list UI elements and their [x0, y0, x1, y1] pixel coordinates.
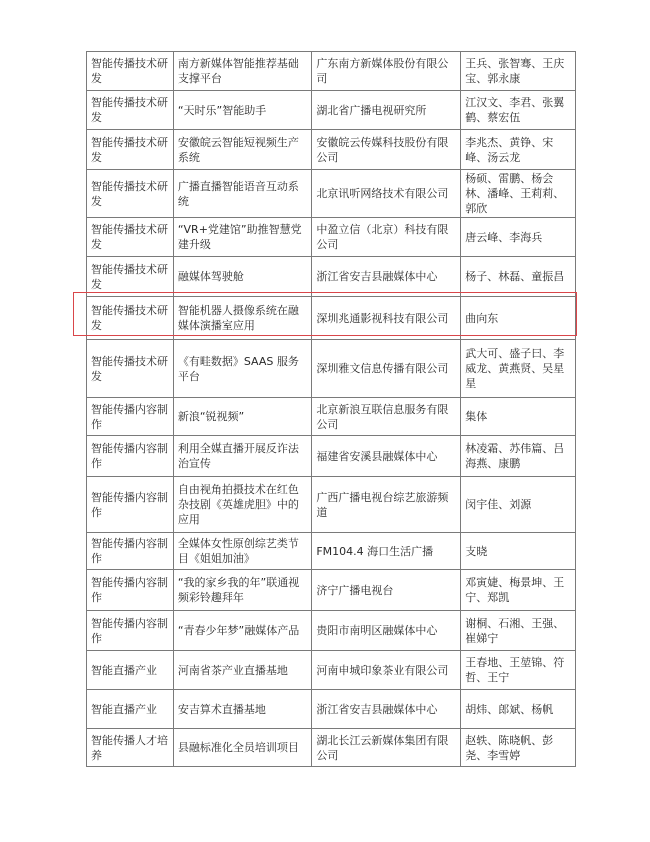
- category-cell: 智能传播技术研发: [87, 218, 174, 257]
- unit-cell: 北京讯听网络技术有限公司: [312, 170, 461, 218]
- people-cell: 支晓: [461, 533, 576, 570]
- category-cell: 智能直播产业: [87, 651, 174, 690]
- project-cell: 利用全媒直播开展反诈法治宣传: [173, 436, 312, 477]
- people-cell: 杨子、林磊、童振昌: [461, 257, 576, 297]
- project-cell: 安徽皖云智能短视频生产系统: [173, 130, 312, 170]
- project-cell: 《有畦数据》SAAS 服务平台: [173, 340, 312, 398]
- project-cell: 广播直播智能语音互动系统: [173, 170, 312, 218]
- people-cell: 林凌霜、苏伟篇、吕海燕、康鹏: [461, 436, 576, 477]
- project-cell: 县融标准化全员培训项目: [173, 729, 312, 767]
- awards-table: [86, 51, 576, 767]
- table-row: [87, 257, 576, 297]
- table-row: [87, 690, 576, 729]
- table-row: [87, 297, 576, 340]
- category-cell: 智能传播内容制作: [87, 477, 174, 533]
- people-cell: 王春地、王堃锦、符哲、王宁: [461, 651, 576, 690]
- unit-cell: 济宁广播电视台: [312, 570, 461, 611]
- category-cell: 智能传播人才培养: [87, 729, 174, 767]
- category-cell: 智能传播技术研发: [87, 340, 174, 398]
- unit-cell: 浙江省安吉县融媒体中心: [312, 257, 461, 297]
- unit-cell: 深圳兆通影视科技有限公司: [312, 297, 461, 340]
- people-cell: 王兵、张智骞、王庆宝、郭永康: [461, 52, 576, 91]
- project-cell: “天时乐”智能助手: [173, 91, 312, 130]
- unit-cell: 湖北长江云新媒体集团有限公司: [312, 729, 461, 767]
- people-cell: 武大可、盛子曰、李威龙、黄燕贤、吴星星: [461, 340, 576, 398]
- people-cell: 赵轶、陈晓帆、彭尧、李雪婷: [461, 729, 576, 767]
- category-cell: 智能传播内容制作: [87, 398, 174, 436]
- people-cell: 闵宇佳、刘源: [461, 477, 576, 533]
- category-cell: 智能直播产业: [87, 690, 174, 729]
- category-cell: 智能传播技术研发: [87, 170, 174, 218]
- unit-cell: 广东南方新媒体股份有限公司: [312, 52, 461, 91]
- people-cell: 曲向东: [461, 297, 576, 340]
- unit-cell: 北京新浪互联信息服务有限公司: [312, 398, 461, 436]
- table-row: [87, 218, 576, 257]
- unit-cell: 深圳雅文信息传播有限公司: [312, 340, 461, 398]
- unit-cell: 贵阳市南明区融媒体中心: [312, 611, 461, 651]
- people-cell: 集体: [461, 398, 576, 436]
- people-cell: 邓寅婕、梅景坤、王宁、郑凯: [461, 570, 576, 611]
- table-row: [87, 477, 576, 533]
- table-row: [87, 570, 576, 611]
- unit-cell: 湖北省广播电视研究所: [312, 91, 461, 130]
- unit-cell: 浙江省安吉县融媒体中心: [312, 690, 461, 729]
- project-cell: 全媒体女性原创综艺类节目《姐姐加油》: [173, 533, 312, 570]
- unit-cell: FM104.4 海口生活广播: [312, 533, 461, 570]
- category-cell: 智能传播技术研发: [87, 52, 174, 91]
- awards-table-body: [87, 52, 576, 767]
- table-row: [87, 729, 576, 767]
- project-cell: 河南省茶产业直播基地: [173, 651, 312, 690]
- category-cell: 智能传播内容制作: [87, 611, 174, 651]
- table-row: [87, 436, 576, 477]
- category-cell: 智能传播技术研发: [87, 130, 174, 170]
- project-cell: 融媒体驾驶舱: [173, 257, 312, 297]
- unit-cell: 中盈立信（北京）科技有限公司: [312, 218, 461, 257]
- category-cell: 智能传播内容制作: [87, 436, 174, 477]
- table-row: [87, 91, 576, 130]
- category-cell: 智能传播技术研发: [87, 91, 174, 130]
- category-cell: 智能传播技术研发: [87, 257, 174, 297]
- table-row: [87, 398, 576, 436]
- table-row: [87, 52, 576, 91]
- people-cell: 胡炜、郎斌、杨帆: [461, 690, 576, 729]
- category-cell: 智能传播技术研发: [87, 297, 174, 340]
- table-row: [87, 533, 576, 570]
- project-cell: “VR+党建馆”助推智慧党建升级: [173, 218, 312, 257]
- category-cell: 智能传播内容制作: [87, 570, 174, 611]
- table-row: [87, 651, 576, 690]
- table-row: [87, 611, 576, 651]
- table-row: [87, 340, 576, 398]
- project-cell: 智能机器人摄像系统在融媒体演播室应用: [173, 297, 312, 340]
- unit-cell: 福建省安溪县融媒体中心: [312, 436, 461, 477]
- project-cell: “青春少年梦”融媒体产品: [173, 611, 312, 651]
- unit-cell: 河南申城印象茶业有限公司: [312, 651, 461, 690]
- people-cell: 李兆杰、黄铮、宋峰、汤云龙: [461, 130, 576, 170]
- unit-cell: 安徽皖云传媒科技股份有限公司: [312, 130, 461, 170]
- table-row: [87, 130, 576, 170]
- project-cell: 自由视角拍摄技术在红色杂技剧《英雄虎胆》中的应用: [173, 477, 312, 533]
- project-cell: 南方新媒体智能推荐基础支撑平台: [173, 52, 312, 91]
- project-cell: 安吉算术直播基地: [173, 690, 312, 729]
- people-cell: 谢桐、石湘、王强、崔娣宁: [461, 611, 576, 651]
- project-cell: “我的家乡我的年”联通视频彩铃趣拜年: [173, 570, 312, 611]
- people-cell: 唐云峰、李海兵: [461, 218, 576, 257]
- table-row: [87, 170, 576, 218]
- project-cell: 新浪“锐视频”: [173, 398, 312, 436]
- unit-cell: 广西广播电视台综艺旅游频道: [312, 477, 461, 533]
- people-cell: 杨硕、雷鹏、杨会林、潘峰、王莉莉、郭欣: [461, 170, 576, 218]
- people-cell: 江汉文、李君、张翼鹤、蔡宏伍: [461, 91, 576, 130]
- category-cell: 智能传播内容制作: [87, 533, 174, 570]
